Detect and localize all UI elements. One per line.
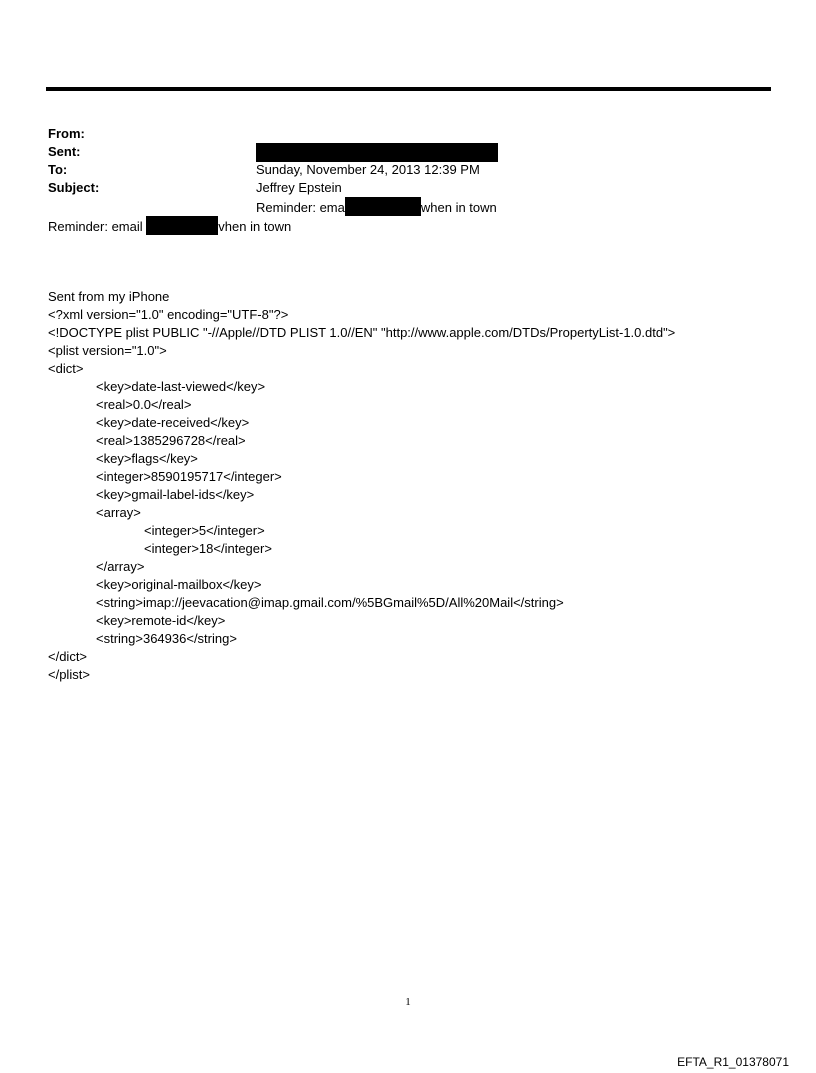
email-header — [0, 107, 816, 215]
body-reminder-line — [48, 216, 291, 236]
sent-value: Sunday, November 24, 2013 12:39 PM — [256, 162, 480, 177]
subject-label: Subject: — [48, 180, 100, 195]
xml-line: <integer>8590195717</integer> — [96, 469, 282, 484]
xml-line: <!DOCTYPE plist PUBLIC "-//Apple//DTD PLIST 1.0//EN" "http://www.apple.com/DTDs/PropertyList-1.0.dtd"> — [48, 325, 676, 340]
xml-line: <real>0.0</real> — [96, 397, 192, 412]
xml-line: <real>1385296728</real> — [96, 433, 246, 448]
xml-line: <key>date-last-viewed</key> — [96, 379, 266, 394]
document-id: EFTA_R1_01378071 — [677, 1055, 789, 1069]
xml-line: <key>original-mailbox</key> — [96, 577, 262, 592]
xml-line: <array> — [96, 505, 141, 520]
signature-line: Sent from my iPhone — [48, 289, 170, 304]
subject-value — [256, 197, 497, 217]
xml-line: <integer>18</integer> — [144, 541, 272, 556]
xml-line: </dict> — [48, 649, 88, 664]
header-rule — [46, 87, 771, 91]
reminder-prefix: Reminder: email — [48, 219, 143, 234]
reminder-suffix: vhen in town — [218, 219, 292, 234]
subject-suffix: when in town — [420, 200, 497, 215]
xml-line: <key>date-received</key> — [96, 415, 250, 430]
from-label: From: — [48, 126, 85, 141]
xml-line: <key>gmail-label-ids</key> — [96, 487, 255, 502]
xml-line: <string>imap://jeevacation@imap.gmail.com/%5BGmail%5D/All%20Mail</string> — [96, 595, 564, 610]
to-value: Jeffrey Epstein — [256, 180, 342, 195]
xml-line: </plist> — [48, 667, 90, 682]
xml-line: <integer>5</integer> — [144, 523, 265, 538]
subject-prefix: Reminder: ema — [256, 200, 345, 215]
sent-label: Sent: — [48, 144, 81, 159]
xml-line: <key>flags</key> — [96, 451, 198, 466]
page-number: 1 — [405, 996, 411, 1008]
xml-line: <plist version="1.0"> — [48, 343, 167, 358]
redaction-box — [345, 197, 421, 216]
xml-line: <key>remote-id</key> — [96, 613, 226, 628]
xml-line: <dict> — [48, 361, 84, 376]
xml-line: <string>364936</string> — [96, 631, 237, 646]
xml-line: </array> — [96, 559, 145, 574]
redaction-box — [146, 216, 218, 235]
xml-line: <?xml version="1.0" encoding="UTF-8"?> — [48, 307, 289, 322]
to-label: To: — [48, 162, 68, 177]
